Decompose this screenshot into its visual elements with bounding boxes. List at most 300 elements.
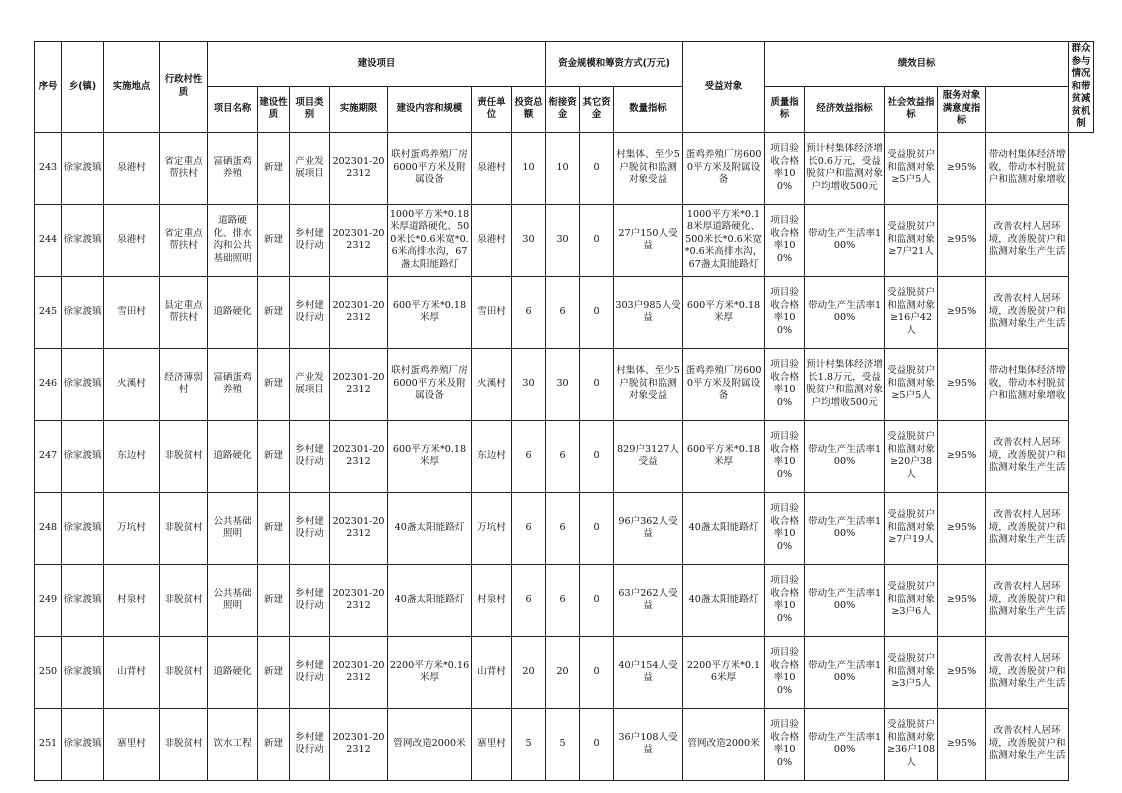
cell-seq: [35, 708, 62, 780]
cell-text: 徐家渡镇: [63, 449, 102, 461]
cell-text: 6: [559, 449, 566, 461]
cell-text: 富硒蛋鸡养殖: [213, 371, 252, 395]
cell-content: [388, 492, 472, 564]
cell-text: 受益脱贫户和监测对象≥7户21人: [887, 221, 936, 258]
cell-town: [62, 420, 104, 492]
cell-text: 改善农村人居环境，改善脱贫户和监测对象生产生活: [988, 581, 1066, 618]
cell-participation: [986, 708, 1069, 780]
cell-other-funds: [580, 132, 614, 204]
cell-text: 东边村: [117, 449, 146, 461]
cell-village-type: [160, 348, 208, 420]
table-row: [35, 348, 1094, 420]
cell-text: 乡村建设行动: [295, 515, 324, 539]
header-period: 实施期限: [330, 86, 388, 132]
cell-text: 改善农村人居环境，改善脱贫户和监测对象生产生活: [988, 725, 1066, 762]
cell-responsible: [472, 132, 512, 204]
table-row: [35, 132, 1094, 204]
cell-linked-funds: [546, 276, 580, 348]
cell-text: 火溪村: [477, 377, 506, 389]
cell-build-nature: [258, 132, 290, 204]
cell-text: 管网改造2000米: [687, 737, 760, 749]
cell-location: [104, 276, 160, 348]
header-seq: 序号: [35, 42, 62, 133]
cell-town: [62, 204, 104, 276]
cell-build-nature: [258, 708, 290, 780]
cell-project-name: [208, 564, 258, 636]
cell-participation: [986, 636, 1069, 708]
cell-text: 徐家渡镇: [63, 161, 102, 173]
cell-content: [388, 420, 472, 492]
cell-beneficiary: [614, 564, 683, 636]
cell-text: 600平方米*0.18米厚: [686, 299, 761, 323]
cell-text: 道路硬化: [213, 305, 252, 317]
cell-text: 带动生产生活率100%: [807, 227, 882, 251]
cell-text: 20: [556, 665, 569, 677]
cell-economic: [805, 204, 885, 276]
cell-text: 非脱贫村: [164, 665, 203, 677]
cell-text: 寨里村: [477, 737, 506, 749]
header-project-category: 项目类别: [290, 86, 330, 132]
cell-text: 63户262人受益: [618, 587, 678, 611]
cell-total-invest: [512, 708, 546, 780]
cell-project-category: [290, 132, 330, 204]
cell-responsible: [472, 636, 512, 708]
cell-village-type: [160, 636, 208, 708]
cell-text: 6: [559, 521, 566, 533]
cell-text: 受益脱贫户和监测对象≥20户38人: [887, 431, 936, 480]
cell-period: [330, 276, 388, 348]
cell-text: 改善农村人居环境，改善脱贫户和监测对象生产生活: [988, 293, 1066, 330]
cell-seq: [35, 636, 62, 708]
cell-text: 徐家渡镇: [63, 593, 102, 605]
cell-build-nature: [258, 348, 290, 420]
cell-build-nature: [258, 204, 290, 276]
cell-text: 徐家渡镇: [63, 377, 102, 389]
cell-text: 村泉村: [477, 593, 506, 605]
cell-text: 6: [525, 305, 532, 317]
cell-text: 247: [38, 449, 58, 461]
cell-text: 40户154人受益: [618, 659, 678, 683]
cell-town: [62, 564, 104, 636]
cell-text: 道路硬化: [213, 665, 252, 677]
cell-village-type: [160, 708, 208, 780]
cell-text: 雪田村: [477, 305, 506, 317]
cell-seq: [35, 492, 62, 564]
cell-participation: [986, 204, 1069, 276]
cell-satisfaction: [938, 636, 986, 708]
cell-text: 徐家渡镇: [63, 305, 102, 317]
cell-linked-funds: [546, 708, 580, 780]
cell-text: 202301-202312: [332, 659, 385, 683]
cell-total-invest: [512, 420, 546, 492]
cell-village-type: [160, 420, 208, 492]
cell-other-funds: [580, 492, 614, 564]
header-responsible: 责任单位: [472, 86, 512, 132]
cell-total-invest: [512, 348, 546, 420]
cell-text: 6: [559, 593, 566, 605]
cell-project-name: [208, 276, 258, 348]
cell-responsible: [472, 564, 512, 636]
cell-text: 徐家渡镇: [63, 233, 102, 245]
cell-economic: [805, 132, 885, 204]
cell-quantity: [683, 204, 765, 276]
cell-linked-funds: [546, 564, 580, 636]
cell-text: 山背村: [117, 665, 146, 677]
cell-text: 雪田村: [117, 305, 146, 317]
cell-text: 项目验收合格率100%: [770, 359, 799, 408]
cell-seq: [35, 132, 62, 204]
cell-text: 带动生产生活率100%: [807, 515, 882, 539]
cell-text: 6: [525, 521, 532, 533]
cell-text: 10: [522, 161, 535, 173]
cell-project-category: [290, 276, 330, 348]
cell-text: 202301-202312: [332, 299, 385, 323]
cell-project-category: [290, 636, 330, 708]
cell-seq: [35, 348, 62, 420]
cell-text: 联村蛋鸡养殖厂房6000平方米及附属设备: [391, 365, 468, 402]
cell-social: [885, 564, 938, 636]
table-row: [35, 564, 1094, 636]
cell-text: 蛋鸡养殖厂房6000平方米及附属设备: [685, 149, 762, 186]
cell-text: 项目验收合格率100%: [770, 431, 799, 480]
cell-text: 泉港村: [477, 161, 506, 173]
cell-text: 富硒蛋鸡养殖: [213, 155, 252, 179]
cell-social: [885, 636, 938, 708]
cell-text: 受益脱贫户和监测对象≥3户5人: [887, 653, 936, 690]
cell-beneficiary: [614, 204, 683, 276]
cell-text: 10: [556, 161, 569, 173]
cell-text: 预计村集体经济增长1.8万元，受益脱贫户和监测对象户均增收500元: [806, 359, 883, 408]
cell-text: 30: [522, 377, 535, 389]
cell-participation: [986, 132, 1069, 204]
cell-period: [330, 204, 388, 276]
cell-seq: [35, 204, 62, 276]
cell-text: 产业发展项目: [295, 371, 324, 395]
cell-satisfaction: [938, 348, 986, 420]
cell-quantity: [683, 564, 765, 636]
cell-quality: [765, 564, 805, 636]
cell-quantity: [683, 708, 765, 780]
header-perf-group: 绩效目标: [765, 42, 1069, 87]
cell-other-funds: [580, 636, 614, 708]
cell-content: [388, 204, 472, 276]
cell-period: [330, 708, 388, 780]
cell-text: 受益脱贫户和监测对象≥16户42人: [887, 287, 936, 336]
cell-text: 联村蛋鸡养殖厂房6000平方米及附属设备: [391, 149, 468, 186]
cell-satisfaction: [938, 276, 986, 348]
cell-text: ≥95%: [946, 593, 977, 605]
cell-period: [330, 420, 388, 492]
table-row: [35, 708, 1094, 780]
cell-text: 省定重点帮扶村: [164, 155, 203, 179]
cell-text: 30: [556, 233, 569, 245]
cell-text: 0: [593, 521, 600, 533]
cell-linked-funds: [546, 204, 580, 276]
cell-text: 项目验收合格率100%: [770, 575, 799, 624]
cell-responsible: [472, 276, 512, 348]
cell-beneficiary: [614, 420, 683, 492]
cell-participation: [986, 348, 1069, 420]
cell-total-invest: [512, 492, 546, 564]
cell-project-name: [208, 204, 258, 276]
cell-period: [330, 132, 388, 204]
cell-period: [330, 348, 388, 420]
cell-economic: [805, 636, 885, 708]
cell-text: 带动生产生活率100%: [807, 443, 882, 467]
cell-text: 改善农村人居环境，改善脱贫户和监测对象生产生活: [988, 653, 1066, 690]
cell-text: 受益脱贫户和监测对象≥5户5人: [887, 365, 936, 402]
cell-location: [104, 636, 160, 708]
cell-text: 非脱贫村: [164, 593, 203, 605]
project-table: [34, 41, 1094, 781]
cell-period: [330, 564, 388, 636]
header-beneficiary: 受益对象: [683, 42, 765, 133]
cell-text: 项目验收合格率100%: [770, 647, 799, 696]
table-row: [35, 276, 1094, 348]
cell-text: 徐家渡镇: [63, 737, 102, 749]
cell-project-category: [290, 348, 330, 420]
cell-other-funds: [580, 276, 614, 348]
cell-beneficiary: [614, 276, 683, 348]
cell-project-category: [290, 564, 330, 636]
cell-quantity: [683, 420, 765, 492]
cell-text: 1000平方米*0.18米厚道路硬化、500米长*0.6米宽*0.6米高排水沟，67盏太阳能路灯: [389, 208, 470, 270]
cell-beneficiary: [614, 636, 683, 708]
cell-content: [388, 636, 472, 708]
cell-project-category: [290, 420, 330, 492]
cell-text: 6: [525, 593, 532, 605]
cell-text: 村集体、至少5户脱贫和监测对象受益: [616, 365, 680, 402]
header-social: 社会效益指标: [885, 86, 938, 132]
cell-text: 预计村集体经济增长0.6万元，受益脱贫户和监测对象户均增收500元: [806, 143, 883, 192]
cell-text: 新建: [263, 233, 284, 245]
cell-project-category: [290, 492, 330, 564]
header-other-funds: 其它资金: [580, 86, 614, 132]
cell-text: 经济薄弱村: [164, 371, 203, 395]
cell-town: [62, 636, 104, 708]
table-row: [35, 492, 1094, 564]
cell-text: 蛋鸡养殖厂房6000平方米及附属设备: [685, 365, 762, 402]
cell-social: [885, 132, 938, 204]
cell-text: 省定重点帮扶村: [164, 227, 203, 251]
cell-text: 万坑村: [477, 521, 506, 533]
cell-text: 5: [559, 737, 566, 749]
cell-text: ≥95%: [946, 665, 977, 677]
table-row: [35, 204, 1094, 276]
cell-economic: [805, 420, 885, 492]
cell-town: [62, 132, 104, 204]
cell-text: 受益脱贫户和监测对象≥3户6人: [887, 581, 936, 618]
cell-text: 带动生产生活率100%: [807, 587, 882, 611]
cell-text: 36户108人受益: [618, 731, 678, 755]
cell-text: 600平方米*0.18米厚: [686, 443, 761, 467]
cell-quantity: [683, 132, 765, 204]
cell-total-invest: [512, 276, 546, 348]
header-total-invest: 投资总额: [512, 86, 546, 132]
cell-responsible: [472, 420, 512, 492]
cell-text: 27户150人受益: [618, 227, 678, 251]
cell-social: [885, 348, 938, 420]
cell-text: 202301-202312: [332, 155, 385, 179]
cell-content: [388, 564, 472, 636]
cell-project-name: [208, 636, 258, 708]
cell-text: 0: [593, 233, 600, 245]
cell-economic: [805, 276, 885, 348]
cell-text: 245: [38, 305, 58, 317]
cell-text: 249: [38, 593, 58, 605]
table-row: [35, 420, 1094, 492]
cell-text: 乡村建设行动: [295, 731, 324, 755]
cell-village-type: [160, 564, 208, 636]
cell-text: 泉港村: [477, 233, 506, 245]
header-satisfaction: 服务对象满意度指标: [938, 86, 986, 132]
cell-text: 泉港村: [117, 161, 146, 173]
cell-text: ≥95%: [946, 449, 977, 461]
cell-town: [62, 276, 104, 348]
cell-text: 乡村建设行动: [295, 227, 324, 251]
cell-quality: [765, 492, 805, 564]
cell-location: [104, 348, 160, 420]
table-row: [35, 636, 1094, 708]
cell-social: [885, 708, 938, 780]
cell-participation: [986, 420, 1069, 492]
cell-text: 带动生产生活率100%: [807, 299, 882, 323]
cell-satisfaction: [938, 204, 986, 276]
header-town: 乡(镇): [62, 42, 104, 133]
cell-text: 202301-202312: [332, 587, 385, 611]
cell-text: 寨里村: [117, 737, 146, 749]
cell-town: [62, 348, 104, 420]
header-economic: 经济效益指标: [805, 86, 885, 132]
cell-text: 2200平方米*0.16米厚: [389, 659, 470, 683]
cell-text: 248: [38, 521, 58, 533]
cell-satisfaction: [938, 708, 986, 780]
cell-seq: [35, 276, 62, 348]
cell-build-nature: [258, 636, 290, 708]
cell-responsible: [472, 492, 512, 564]
cell-text: 20: [522, 665, 535, 677]
cell-text: 改善农村人居环境，改善脱贫户和监测对象生产生活: [988, 221, 1066, 258]
cell-responsible: [472, 204, 512, 276]
header-funds-group: 资金规模和筹资方式(万元): [546, 42, 683, 87]
header-project-name: 项目名称: [208, 86, 258, 132]
cell-text: 202301-202312: [332, 443, 385, 467]
cell-text: 徐家渡镇: [63, 521, 102, 533]
cell-text: 243: [38, 161, 58, 173]
cell-location: [104, 132, 160, 204]
cell-text: 项目验收合格率100%: [770, 143, 799, 192]
cell-text: 受益脱贫户和监测对象≥7户19人: [887, 509, 936, 546]
cell-content: [388, 348, 472, 420]
cell-quantity: [683, 276, 765, 348]
cell-build-nature: [258, 564, 290, 636]
cell-responsible: [472, 348, 512, 420]
cell-text: 项目验收合格率100%: [770, 287, 799, 336]
cell-satisfaction: [938, 564, 986, 636]
cell-text: 非脱贫村: [164, 737, 203, 749]
cell-text: 1000平方米*0.18米厚道路硬化、500米长*0.6米宽*0.6米高排水沟，67盏太阳能路灯: [684, 208, 763, 270]
cell-text: 600平方米*0.18米厚: [392, 443, 467, 467]
cell-satisfaction: [938, 132, 986, 204]
cell-text: 项目验收合格率100%: [770, 215, 799, 264]
cell-text: 6: [559, 305, 566, 317]
cell-location: [104, 492, 160, 564]
cell-location: [104, 204, 160, 276]
cell-text: 5: [525, 737, 532, 749]
cell-text: 带动生产生活率100%: [807, 731, 882, 755]
cell-other-funds: [580, 348, 614, 420]
cell-quality: [765, 276, 805, 348]
cell-text: 40盏太阳能路灯: [394, 521, 465, 533]
cell-social: [885, 420, 938, 492]
cell-text: 乡村建设行动: [295, 659, 324, 683]
cell-quality: [765, 420, 805, 492]
cell-village-type: [160, 132, 208, 204]
cell-text: 202301-202312: [332, 515, 385, 539]
cell-linked-funds: [546, 492, 580, 564]
header-village-type: 行政村性质: [160, 42, 208, 133]
cell-text: 0: [593, 377, 600, 389]
cell-satisfaction: [938, 420, 986, 492]
header-project-group: 建设项目: [208, 42, 546, 87]
cell-participation: [986, 276, 1069, 348]
cell-other-funds: [580, 708, 614, 780]
cell-economic: [805, 708, 885, 780]
cell-seq: [35, 420, 62, 492]
cell-quality: [765, 204, 805, 276]
cell-text: 0: [593, 449, 600, 461]
cell-text: 管网改造2000米: [393, 737, 466, 749]
cell-quantity: [683, 636, 765, 708]
cell-satisfaction: [938, 492, 986, 564]
cell-text: 新建: [263, 305, 284, 317]
cell-text: 0: [593, 593, 600, 605]
cell-text: 受益脱贫户和监测对象≥5户5人: [887, 149, 936, 186]
cell-text: 徐家渡镇: [63, 665, 102, 677]
cell-text: 东边村: [477, 449, 506, 461]
cell-text: 乡村建设行动: [295, 299, 324, 323]
cell-text: 新建: [263, 377, 284, 389]
cell-text: 244: [38, 233, 58, 245]
cell-text: ≥95%: [946, 521, 977, 533]
cell-economic: [805, 564, 885, 636]
cell-text: 新建: [263, 449, 284, 461]
cell-text: 96户362人受益: [618, 515, 678, 539]
cell-text: ≥95%: [946, 161, 977, 173]
cell-seq: [35, 564, 62, 636]
cell-text: 246: [38, 377, 58, 389]
cell-text: 产业发展项目: [295, 155, 324, 179]
cell-text: 新建: [263, 593, 284, 605]
cell-text: 改善农村人居环境，改善脱贫户和监测对象生产生活: [988, 437, 1066, 474]
cell-text: 泉港村: [117, 233, 146, 245]
cell-project-name: [208, 492, 258, 564]
cell-text: 40盏太阳能路灯: [688, 521, 759, 533]
cell-social: [885, 276, 938, 348]
cell-text: ≥95%: [946, 233, 977, 245]
cell-text: 新建: [263, 161, 284, 173]
cell-social: [885, 492, 938, 564]
cell-text: 303户985人受益: [615, 299, 681, 323]
cell-linked-funds: [546, 636, 580, 708]
cell-beneficiary: [614, 492, 683, 564]
cell-text: 村集体、至少5户脱贫和监测对象受益: [616, 149, 680, 186]
cell-quality: [765, 636, 805, 708]
header-quality: 质量指标: [765, 86, 805, 132]
cell-text: 受益脱贫户和监测对象≥36户108人: [886, 719, 936, 768]
cell-period: [330, 492, 388, 564]
cell-period: [330, 636, 388, 708]
